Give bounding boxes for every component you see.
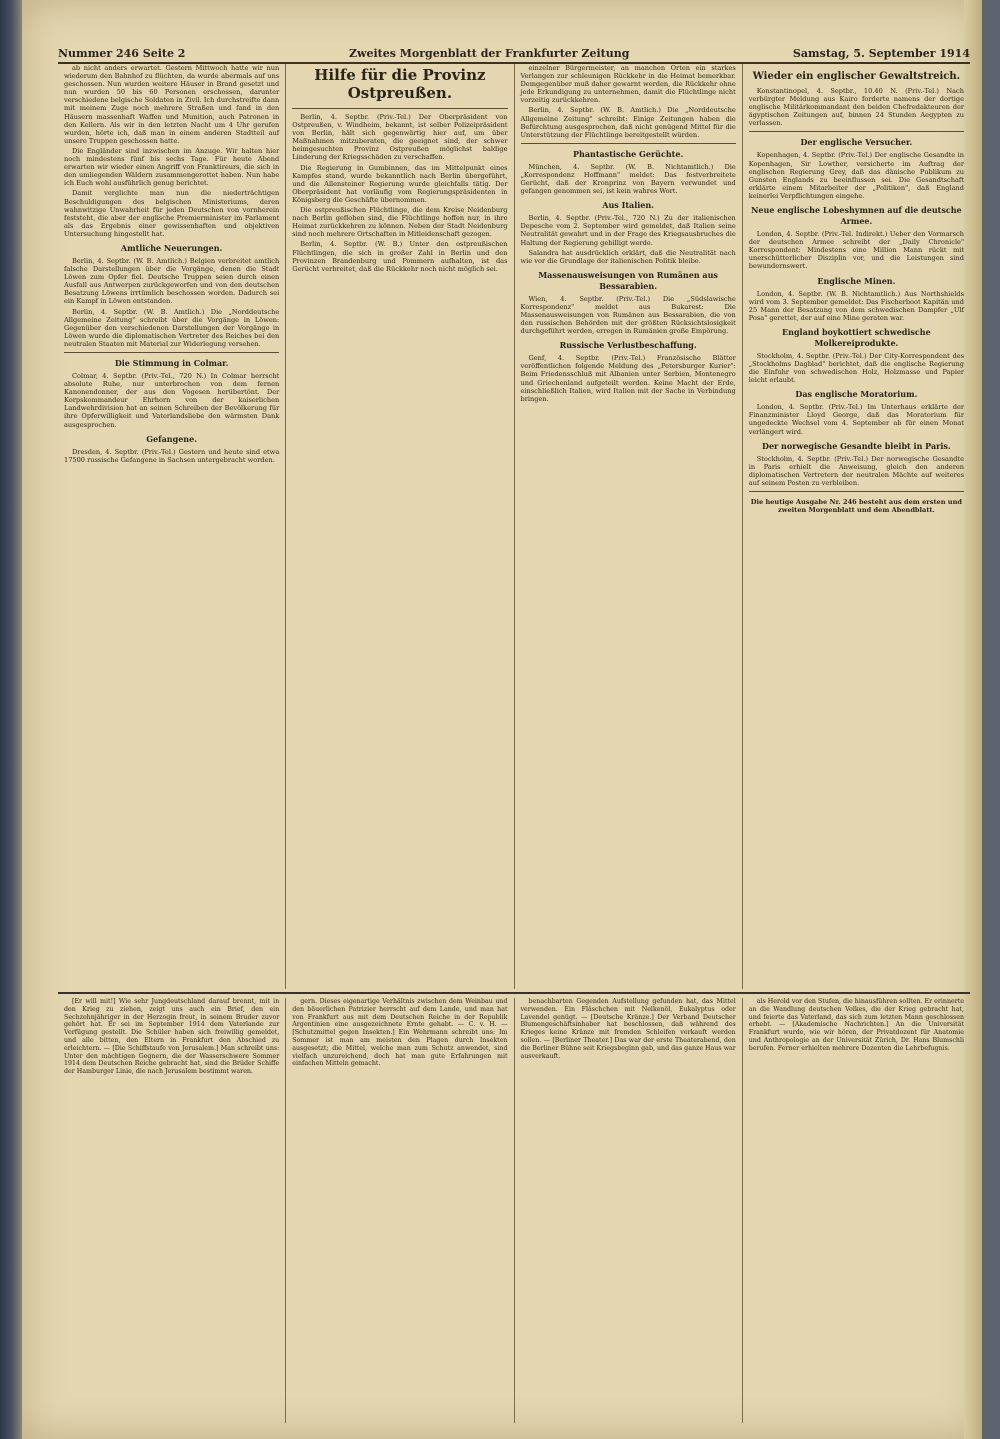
feuilleton-column-2 — [286, 998, 514, 1423]
article-paragraph: London, 4. Septbr. (Priv.-Tel.) Im Unterhaus erklärte der Finanzminister Lloyd George, daß das Moratorium für ungedeckte Wechsel vom 4. September ab für einen Monat verlängert wird. — [748, 403, 964, 436]
masthead — [58, 40, 970, 64]
section-heading: Massenausweisungen von Rumänen aus Bessarabien. — [538, 269, 718, 291]
article-paragraph: Die Regierung in Gumbinnen, das im Mittelpunkt eines Kampfes stand, wurde bekanntlich nach Berlin übergeführt, und die Allensteiner Regierung wurde gleichfalls tätig. Der Oberpräsident hat vorläufig vom Regierungspräsidenten in Königsberg die Geschäfte übernommen. — [292, 163, 508, 204]
article-paragraph: Berlin, 4. Septbr. (Priv.-Tel., 720 N.) Zu der italienischen Depesche vom 2. September wird gemeldet, daß Italien seine Neutralität gewahrt und in der Frage des Kriegsausbruches die Haltung der Regierung gebilligt werde. — [520, 214, 736, 247]
divider — [521, 143, 736, 144]
section-heading: Der englische Versucher. — [800, 137, 913, 148]
article-paragraph: Stockholm, 4. Septbr. (Priv.-Tel.) Der norwegische Gesandte in Paris erhielt die Anweisung, gleich den anderen diplomatischen Vertretern der neutralen Mächte auf weiteres auf seinem Posten zu verbleiben. — [748, 454, 964, 487]
column-2 — [286, 64, 514, 989]
book-binding-spine — [0, 0, 22, 1439]
article-paragraph: London, 4. Septbr. (Priv.-Tel. Indirekt.) Ueber den Vormarsch der deutschen Armee schreibt der „Daily Chronicle" Korrespondent: Mindestens eine Million Mann rückt mit unerschütterlicher Disziplin vor, und die Leistungen sind bewundernswert. — [748, 230, 964, 271]
section-heading: Die Stimmung in Colmar. — [114, 358, 229, 368]
feuilleton-text: gern. Dieses eigenartige Verhältnis zwischen dem Weinbau und den bäuerlichen Patrizier herrscht auf dem Lande, und man hat von Frankfurt aus mit dem Deutschen Reiche in der Republik Argentinien eine ausgezeichnete Ernte gehabt. — C. v. H. — [Schutzmittel gegen Insekten.] Ein Wehrmann schreibt uns: Im Sommer ist man am meisten den Plagen durch Insekten ausgesetzt; die Mittel, welche man zum Schutz anwendet, sind vielfach unzureichend, doch hat man gute Erfahrungen mit einfachen Mitteln gemacht. — [292, 998, 508, 1068]
article-paragraph: London, 4. Septbr. (W. B. Nichtamtlich.) Aus Northshields wird vom 3. September gemeldet: Das Fischerboot Kapitän und 25 Mann der Besatzung von dem schwedischen Dampfer „Ulf Posa" gerettet, der auf eine Mine geraten war. — [748, 289, 964, 322]
article-paragraph: Wien, 4. Septbr. (Priv.-Tel.) Die „Südslawische Korrespondenz" meldet aus Bukarest: Die Massenausweisungen von Rumänen aus Bessarabien, die von den russischen Behörden mit der größten Rücksichtslosigkeit durchgeführt werden, erregen in Rumänien große Empörung. — [520, 294, 736, 336]
article-paragraph: Kopenhagen, 4. Septbr. (Priv.-Tel.) Der englische Gesandte in Kopenhagen, Sir Lowther, versicherte im Auftrag der englischen Regierung Grey, daß das dänische Publikum zu Gunsten Englands zu beeinflussen sei. Die Gesandtschaft erklärte einem Mitarbeiter der „Politiken", daß England keinerlei Verpflichtungen eingehe. — [748, 151, 964, 200]
article-paragraph: Colmar, 4. Septbr. (Priv.-Tel., 720 N.) In Colmar herrscht absolute Ruhe, nur unterbrochen von dem fernen Kanonendonner, der aus den Vogesen herübertönt. Der Korpskommandeur Ehrhorn von der kaiserlichen Landwehrdivision hat an seinen Schreiben der Bevölkerung für ihre Opferwilligkeit und Vaterlandsliebe den wärmsten Dank ausgesprochen. — [64, 372, 280, 429]
article-paragraph: einzelner Bürgermeister, an manchen Orten ein starkes Verlangen zur schleunigen Rückkehr in die Heimat bemerkbar. Demgegenüber muß daher gewarnt werden, die Rückkehr ohne jede Erkundigung zu unternehmen, damit die Flüchtlinge nicht vorzeitig zurückkehren. — [520, 64, 736, 105]
article-paragraph: Die ostpreußischen Flüchtlinge, die dem Kreise Neidenburg nach Berlin geflohen sind, die Flüchtlinge hoffen nur, in ihre Heimat zurückkehren zu können. Neben der Stadt Neidenburg sind noch mehrere Ortschaften in Mitleidenschaft gezogen. — [292, 206, 508, 239]
masthead-issue: Nummer 246 Seite 2 — [58, 47, 186, 60]
column-1 — [58, 64, 286, 989]
article-paragraph: Salandra hat ausdrücklich erklärt, daß die Neutralität nach wie vor die Grundlage der italienischen Politik bleibe. — [520, 248, 736, 265]
section-heading: Aus Italien. — [602, 200, 654, 211]
section-heading: England boykottiert schwedische Molkereiprodukte. — [782, 326, 931, 348]
headline-gewaltstreich: Wieder ein englischer Gewaltstreich. — [752, 71, 961, 82]
section-heading: Das englische Moratorium. — [795, 389, 918, 400]
article-paragraph: München, 4. Septbr. (W. B. Nichtamtlich.) Die „Korrespondenz Hoffmann" meldet: Das festverbreitete Gerücht, daß der Kronprinz von Bayern verwundet und gefangen genommen sei, ist kein wahres Wort. — [520, 162, 736, 196]
masthead-title: Zweites Morgenblatt der Frankfurter Zeitung — [348, 47, 630, 60]
feuilleton-text: als Herold vor den Stufen, die hinausführen sollten. Er erinnerte an die Wandlung deutschen Volkes, die der Krieg gebracht hat, und feierte das Vaterland, das sich zum letzten Mann geschlossen erhebt. — [Akademische Nachrichten.] An die Universität Frankfurt wurde, wie wir hören, der Privatdozent für Anatomie und Anthropologie an der Universität Zürich, Dr. Hans Blumschli berufen. Ferner erhielten mehrere Dozenten die Lehrbefugnis. — [748, 998, 965, 1052]
section-heading: Amtliche Neuerungen. — [120, 242, 223, 253]
article-paragraph: Damit verglichte man nun die niederträchtigen Beschuldigungen des belgischen Ministeriums, deren wahnwitzige Unwahrheit für jeden Deutschen von vornherein feststeht, die aber der englische Premierminister im Parlament als das Ergebnis einer gewissenhaften und objektiven Untersuchung hingestellt hat. — [64, 189, 280, 238]
article-paragraph: Berlin, 4. Septbr. (W. B. Amtlich.) Die „Norddeutsche Allgemeine Zeitung" schreibt über die Vorgänge in Löwen: Gegenüber den verschiedenen Darstellungen der Vorgänge in Löwen wurde die diplomatischen Vertreter des Reiches bei den neutralen Staaten mit Material zur Widerlegung versehen. — [64, 307, 280, 348]
article-paragraph: Die Engländer sind inzwischen im Anzuge. Wir halten hier noch mindestens fünf bis sechs Tage. Für heute Abend erwarten wir wieder einen Angriff von Franktireurs, die sich in den umliegenden Wäldern zusammengerottet haben. Nun habe ich Euch wohl ausführlich genug berichtet. — [64, 146, 280, 188]
article-paragraph: ab nicht anders erwartet. Gestern Mittwoch hatte wir nun wiederum den Bahnhof zu flüchten, da wurde abermals auf uns geschossen. Nun wurden weitere Häuser in Brand gesetzt und nun wurden 50 bis 60 Personen erschossen, darunter verschiedene belgische Soldaten in Zivil. Ich durchstreifte dann mit meinem Zuge noch mehrere Straßen und fand in den Häusern massenhaft Waffen und Munition, auch Patronen in den Kellern. Als wir in den letzten Nacht um 4 Uhr gerufen wurden, hörte ich, daß man in einem anderen Stadtteil auf unsere Truppen geschossen hatte. — [64, 64, 280, 145]
column-3 — [515, 64, 743, 989]
divider — [749, 491, 964, 492]
article-paragraph: Genf, 4. Septbr. (Priv.-Tel.) Französische Blätter veröffentlichen folgende Meldung des „Petersburger Kurier": Beim Friedensschluß mit Albanien unter Serbien, Montenegro und Griechenland aufgeteilt werden. Keine Macht der Erde, einschließlich Italien, wird Italien mit der Sache in Verbindung bringen. — [520, 354, 736, 403]
article-paragraph: Berlin, 4. Septbr. (W. B. Amtlich.) Die „Norddeutsche Allgemeine Zeitung" schreibt: Einige Zeitungen haben die Befürchtung ausgesprochen, daß nicht genügend Mittel für die Unterstützung der Flüchtlinge bereitgestellt würden. — [520, 106, 736, 139]
feuilleton-section — [58, 998, 970, 1423]
section-heading: Russische Verlustbeschaffung. — [559, 340, 697, 351]
article-paragraph: Dresden, 4. Septbr. (Priv.-Tel.) Gestern und heute sind etwa 17500 russische Gefangene in Sachsen untergebracht worden. — [64, 447, 280, 464]
masthead-date: Samstag, 5. September 1914 — [792, 47, 970, 60]
feuilleton-text: benachbarten Gegenden Aufstellung gefunden hat, das Mittel verwenden. Ein Fläschchen mit Nelkenöl, Eukalyptus oder Lavendel genügt. — [Deutsche Kränze.] Der Verband Deutscher Blumengeschäftsinhaber hat beschlossen, daß während des Krieges keine Kränze mit fremden Schleifen verkauft werden sollen. — [Berliner Theater.] Das war der erste Theaterabend, den die Berliner Bühne seit Kriegsbeginn gab, und das ganze Haus war ausverkauft. — [520, 998, 736, 1060]
feuilleton-column-4 — [743, 998, 970, 1423]
section-heading: Der norwegische Gesandte bleibt in Paris. — [762, 440, 951, 451]
section-heading: Phantastische Gerüchte. — [573, 148, 684, 159]
edition-notice: Die heutige Ausgabe Nr. 246 besteht aus dem ersten und zweiten Morgenblatt und dem Abendblatt. — [750, 498, 962, 515]
section-heading: Neue englische Lobeshymnen auf die deutsche Armee. — [751, 205, 962, 227]
feuilleton-divider — [58, 992, 970, 994]
feuilleton-column-3 — [515, 998, 743, 1423]
divider — [64, 352, 279, 353]
divider — [749, 131, 964, 132]
article-paragraph: Berlin, 4. Septbr. (Priv.-Tel.) Der Oberpräsident von Ostpreußen, v. Windheim, bekannt, ist selber Polizeipräsident von Berlin, hält sich gegenwärtig hier auf, um über Maßnahmen mitzuberaten, die geeignet sind, der schwer heimgesuchten Provinz Ostpreußen möglichst baldige Linderung der Kriegsschäden zu verschaffen. — [292, 113, 508, 162]
article-paragraph: Stockholm, 4. Septbr. (Priv.-Tel.) Der City-Korrespondent des „Stockholms Dagblad" berichtet, daß die englische Regierung die Einfuhr von schwedischen Holz, Holzmasse und Papier leicht erlaubt. — [748, 351, 964, 385]
section-heading: Gefangene. — [146, 433, 197, 444]
headline-ostpreussen: Hilfe für die Provinz Ostpreußen. — [314, 66, 486, 102]
feuilleton-text: [Er will mit!] Wie sehr Jungdeutschland darauf brennt, mit in den Krieg zu ziehen, zeigt uns auch ein Brief, den ein Sechzehnjähriger in der Herzogin freut, in seinem Bruder zuvor gehört hat. Er sei im September 1914 dem Vaterlande zur Verfügung gestellt. Die Schüler haben sich freiwillig gemeldet, und alle bitten, den Eltern in Frankfurt den Abschied zu erleichtern. — [Die Schiffstaufe von Jerusalem.] Man schreibt uns: Unter den mächtigen Gegnern, die der Wasserschwere Sommer 1914 dem Deutschen Reiche gebracht hat, sind die Brüder Schiffe der Hamburger Linie, die nach Jerusalem bestimmt waren. — [64, 998, 280, 1076]
feuilleton-column-1 — [58, 998, 286, 1423]
newspaper-page — [22, 0, 982, 1439]
section-heading: Englische Minen. — [817, 275, 896, 286]
article-paragraph: Berlin, 4. Septbr. (W. B. Amtlich.) Belgien verbreitet amtlich falsche Darstellungen über die Vorgänge, denen die Stadt Löwen zum Opfer fiel. Deutsche Truppen seien durch einen Ausfall aus Antwerpen zurückgeworfen und von den deutschen Besatzung Löwens irrtümlich beschossen worden. Dadurch sei ein Kampf in Löwen entstanden. — [64, 256, 280, 306]
news-columns — [58, 64, 970, 989]
article-paragraph: Konstantinopel, 4. Septbr., 10.40 N. (Priv.-Tel.) Nach verbürgter Meldung aus Kairo forderte namens der dortige englische Militärkommandant den beiden Chefredakteuren der ägyptischen Zeitungen auf, binnen 24 Stunden Aegypten zu verlassen. — [748, 87, 964, 128]
article-paragraph: Berlin, 4. Septbr. (W. B.) Unter den ostpreußischen Flüchtlingen, die sich in großer Zahl in Berlin und den Provinzen Brandenburg und Pommern aufhalten, ist das Gerücht verbreitet, daß die Rückkehr noch nicht möglich sei. — [292, 240, 508, 273]
column-4 — [743, 64, 970, 989]
divider — [292, 108, 507, 109]
